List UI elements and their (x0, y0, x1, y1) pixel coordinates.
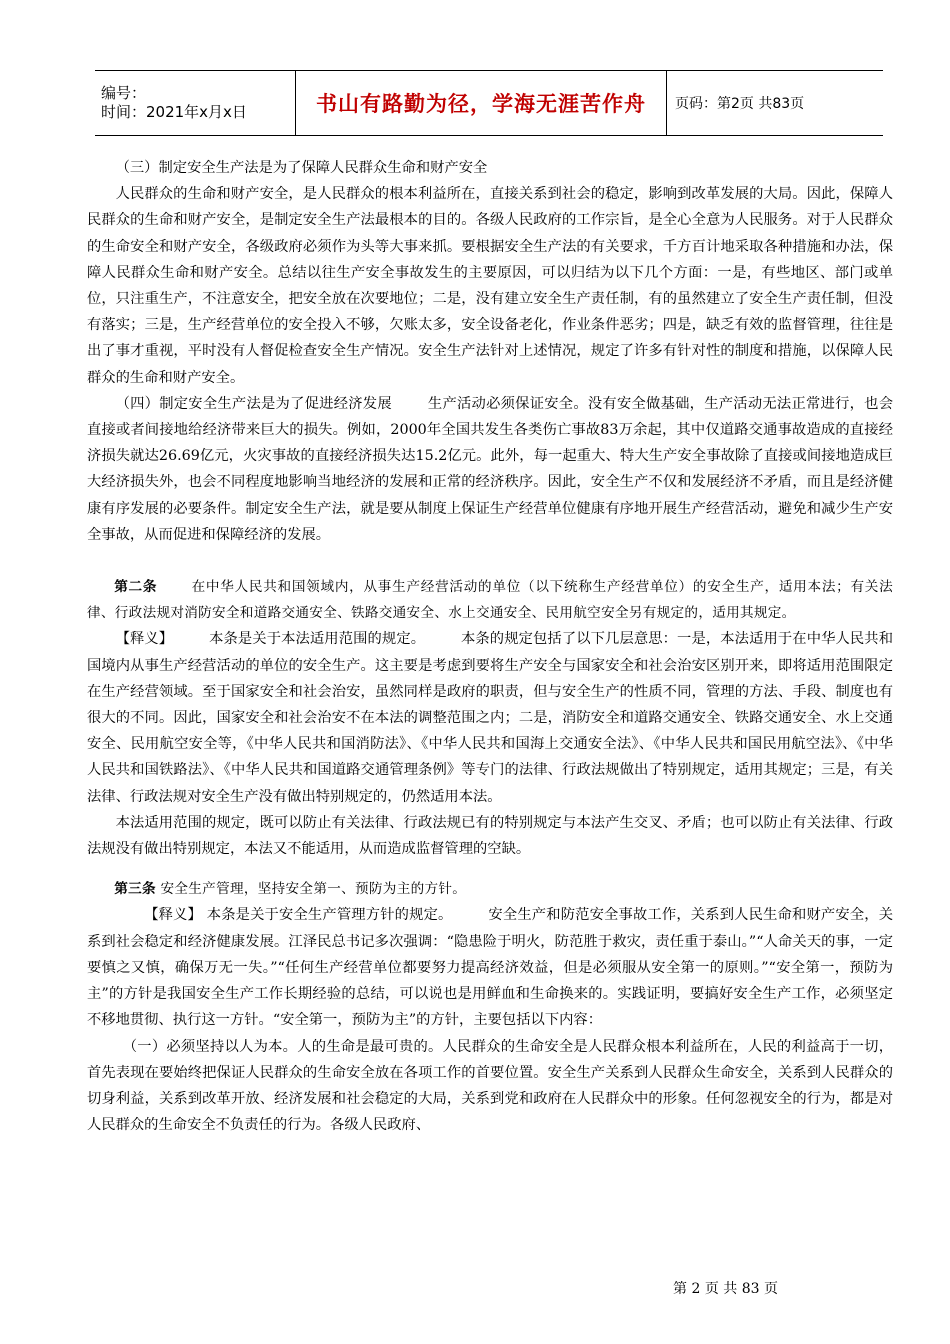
article-2-label: 第二条 (114, 579, 158, 596)
paragraph (87, 391, 893, 548)
paragraph: 人民群众的生命和财产安全，是人民群众的根本利益所在，直接关系到社会的稳定，影响到改革发展的大局。因此，保障人民群众的生命和财产安全，是制定安全生产法最根本的目的。各级人民政府的工作宗旨，是全心全意为人民服务。对于人民群众的生命安全和财产安全，各级政府必须作为头等大事来抓。要根据安全生产法的有关要求，千方百计地采取各种措施和办法，保障人民群众生命和财产安全。总结以往生产安全事故发生的主要原因，可以归结为以下几个方面：一是，有些地区、部门或单位，只注重生产，不注意安全，把安全放在次要地位；二是，没有建立安全生产责任制，有的虽然建立了安全生产责任制，但没有落实；三是，生产经营单位的安全投入不够，欠账太多，安全设备老化，作业条件恶劣；四是，缺乏有效的监督管理，往往是出了事才重视，平时没有人督促检查安全生产情况。安全生产法针对上述情况，规定了许多有针对性的制度和措施，以保障人民群众的生命和财产安全。 (87, 186, 893, 386)
header-number: 编号： (101, 84, 147, 102)
article-3-text: 安全生产管理，坚持安全第一、预防为主的方针。 (160, 881, 467, 898)
document-body (87, 155, 893, 1138)
paragraph-body: 生产活动必须保证安全。没有安全做基础，生产活动无法正常进行，也会直接或者间接地给经济带来巨大的损失。例如，2000年全国共发生各类伤亡事故83万余起，其中仅道路交通事故造成的直接经济损失就达26.69亿元，火灾事故的直接经济损失达15.2亿元。此外，每一起重大、特大生产安全事故除了直接或间接地造成巨大经济损失外，也会不同程度地影响当地经济的发展和正常的经济秩序。因此，安全生产不仅和发展经济不矛盾，而且是经济健康有序发展的必要条件。制定安全生产法，就是要从制度上保证生产经营单位健康有序地开展生产经营活动，避免和减少生产安全事故，从而促进和保障经济的发展。 (87, 395, 894, 543)
section-heading-4: （四）制定安全生产法是为了促进经济发展 (115, 395, 392, 412)
explanation-head: 本条是关于安全生产管理方针的规定。 (206, 907, 453, 924)
article-2-explanation (87, 626, 893, 809)
page-header (95, 70, 883, 136)
explanation-body: 安全生产和防范安全事故工作，关系到人民生命和财产安全，关系到社会稳定和经济健康发展。江泽民总书记多次强调：“隐患险于明火，防范胜于救灾，责任重于泰山。”“人命关天的事，一定要慎之又慎，确保万无一失。”“任何生产经营单位都要努力提高经济效益，但是必须服从安全第一的原则。”“安全第一，预防为主”的方针是我国安全生产工作长期经验的总结，可以说也是用鲜血和生命换来的。实践证明，要搞好安全生产工作，必须坚定不移地贯彻、执行这一方针。“安全第一，预防为主”的方针，主要包括以下内容： (87, 907, 894, 1029)
article-2-text: 在中华人民共和国领域内，从事生产经营活动的单位（以下统称生产经营单位）的安全生产，适用本法；有关法律、行政法规对消防安全和道路交通安全、铁路交通安全、水上交通安全、民用航空安全另有规定的，适用其规定。 (87, 579, 894, 622)
section-heading-3: （三）制定安全生产法是为了保障人民群众生命和财产安全 (115, 160, 488, 176)
page-footer: 第 2 页 共 83 页 (673, 1281, 778, 1297)
header-page-number: 页码：第2页 共83页 (675, 96, 805, 112)
explanation-label: 【释义】 (115, 631, 174, 648)
article-3 (87, 876, 893, 902)
header-motto: 书山有路勤为径，学海无涯苦作舟 (295, 71, 667, 135)
article-2 (87, 574, 893, 626)
explanation-head: 本条是关于本法适用范围的规定。 (208, 631, 426, 648)
article-3-label: 第三条 (114, 881, 156, 898)
header-meta (95, 71, 295, 135)
header-time: 时间：2021年x月x日 (101, 103, 247, 121)
article-3-explanation (87, 902, 893, 1033)
paragraph: 本法适用范围的规定，既可以防止有关法律、行政法规已有的特别规定与本法产生交叉、矛盾；也可以防止有关法律、行政法规没有做出特别规定，本法又不能适用，从而造成监督管理的空缺。 (87, 814, 893, 858)
explanation-label: 【释义】 (144, 907, 203, 924)
paragraph: （一）必须坚持以人为本。人的生命是最可贵的。人民群众的生命安全是人民群众根本利益所在，人民的利益高于一切，首先表现在要始终把保证人民群众的生命安全放在各项工作的首要位置。安全生产关系到人民群众生命安全，关系到人民群众的切身利益，关系到改革开放、经济发展和社会稳定的大局，关系到党和政府在人民群众中的形象。任何忽视安全的行为，都是对人民群众的生命安全不负责任的行为。各级人民政府、 (87, 1038, 893, 1134)
explanation-body: 本条的规定包括了以下几层意思：一是，本法适用于在中华人民共和国境内从事生产经营活动的单位的安全生产。这主要是考虑到要将生产安全与国家安全和社会治安区别开来，即将适用范围限定在生产经营领域。至于国家安全和社会治安，虽然同样是政府的职责，但与安全生产的性质不同，管理的方法、手段、制度也有很大的不同。因此，国家安全和社会治安不在本法的调整范围之内；二是，消防安全和道路交通安全、铁路交通安全、水上交通安全、民用航空安全等，《中华人民共和国消防法》、《中华人民共和国海上交通安全法》、《中华人民共和国民用航空法》、《中华人民共和国铁路法》、《中华人民共和国道路交通管理条例》等专门的法律、行政法规做出了特别规定，适用其规定；三是，有关法律、行政法规对安全生产没有做出特别规定的，仍然适用本法。 (87, 631, 894, 805)
